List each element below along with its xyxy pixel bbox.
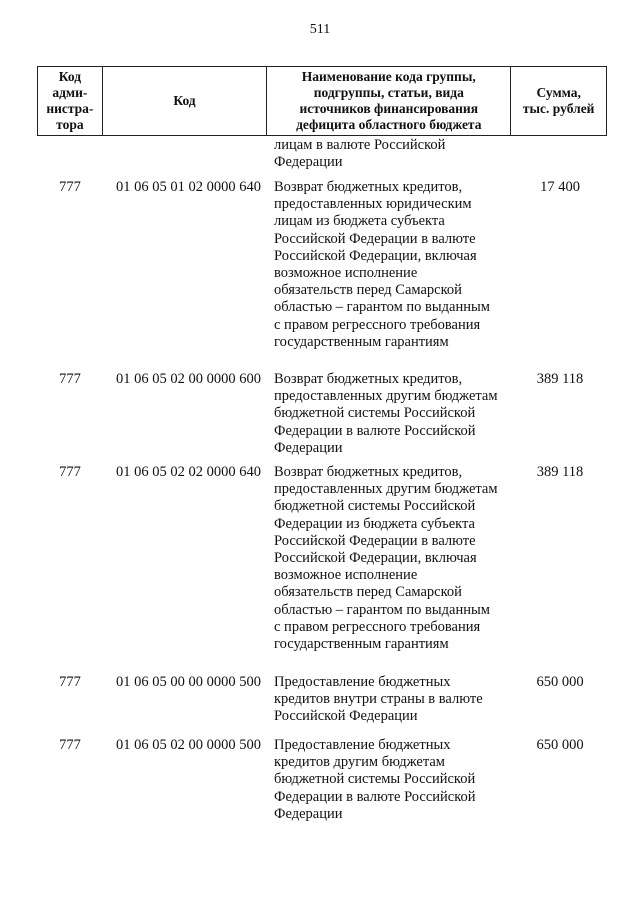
name-line: предоставленных юридическим xyxy=(274,196,472,213)
header-code: Код xyxy=(102,67,266,135)
name-line: возможное исполнение xyxy=(274,567,418,584)
header-admin-code: Код адми- нистра- тора xyxy=(46,69,94,132)
name-line: Федерации в валюте Российской xyxy=(274,422,476,439)
sum-cell: 650 000 xyxy=(536,737,584,753)
name-line: областью – гарантом по выданным xyxy=(274,601,490,618)
budget-code-cell: 01 06 05 01 02 0000 640 xyxy=(116,179,261,195)
admin-code-cell: 777 xyxy=(59,737,81,753)
name-line: Российской Федерации в валюте xyxy=(274,230,476,247)
table-header xyxy=(37,66,607,136)
admin-code-cell: 777 xyxy=(59,674,81,690)
name-line: Федерации из бюджета субъекта xyxy=(274,515,475,532)
name-line: Возврат бюджетных кредитов, xyxy=(274,464,463,480)
name-line: Предоставление бюджетных xyxy=(274,674,451,690)
name-line: Возврат бюджетных кредитов, xyxy=(274,179,463,195)
budget-code-cell: 01 06 05 00 00 0000 500 xyxy=(116,674,261,690)
budget-code-cell: 01 06 05 02 00 0000 600 xyxy=(116,371,261,387)
name-cell xyxy=(274,464,514,653)
sum-cell: 389 118 xyxy=(536,464,584,480)
name-line: кредитов другим бюджетам xyxy=(274,754,445,771)
name-line: государственным гарантиям xyxy=(274,333,449,350)
name-line: бюджетной системы Российской xyxy=(274,498,476,515)
budget-code-cell: 01 06 05 02 02 0000 640 xyxy=(116,464,261,480)
name-line: лицам из бюджета субъекта xyxy=(274,213,445,230)
name-line: с правом регрессного требования xyxy=(274,618,481,635)
name-line: предоставленных другим бюджетам xyxy=(274,388,498,405)
name-line: предоставленных другим бюджетам xyxy=(274,481,498,498)
admin-code-cell: 777 xyxy=(59,179,81,195)
admin-code-cell: 777 xyxy=(59,464,81,480)
name-line: областью – гарантом по выданным xyxy=(274,299,490,316)
continued-text xyxy=(274,137,514,171)
name-cell xyxy=(274,674,514,726)
page-number: 511 xyxy=(309,22,331,37)
name-line: возможное исполнение xyxy=(274,265,418,282)
sum-cell: 17 400 xyxy=(540,179,580,195)
name-line: обязательств перед Самарской xyxy=(274,282,462,299)
header-name: Наименование кода группы, подгруппы, статьи, вида источников финансирования дефицита областного бюджета xyxy=(266,67,510,135)
name-line: Российской Федерации xyxy=(274,708,418,725)
continued-line: лицам в валюте Российской xyxy=(274,137,446,153)
name-line: бюджетной системы Российской xyxy=(274,771,476,788)
sum-cell: 389 118 xyxy=(536,371,584,387)
name-line: Российской Федерации, включая xyxy=(274,550,477,567)
name-cell xyxy=(274,371,514,457)
name-line: государственным гарантиям xyxy=(274,636,449,653)
name-line: Федерации xyxy=(274,439,343,456)
header-sum: Сумма, тыс. рублей xyxy=(510,67,606,135)
budget-code-cell: 01 06 05 02 00 0000 500 xyxy=(116,737,261,753)
name-line: бюджетной системы Российской xyxy=(274,405,476,422)
name-line: Российской Федерации в валюте xyxy=(274,532,476,549)
admin-code-cell: 777 xyxy=(59,371,81,387)
name-line: Российской Федерации, включая xyxy=(274,247,477,264)
name-line: кредитов внутри страны в валюте xyxy=(274,691,483,708)
name-line: Федерации в валюте Российской xyxy=(274,788,476,805)
name-cell xyxy=(274,737,514,823)
name-line: Федерации xyxy=(274,805,343,822)
continued-line: Федерации xyxy=(274,154,343,171)
name-line: с правом регрессного требования xyxy=(274,316,481,333)
name-line: Возврат бюджетных кредитов, xyxy=(274,371,463,387)
sum-cell: 650 000 xyxy=(536,674,584,690)
name-line: Предоставление бюджетных xyxy=(274,737,451,753)
name-line: обязательств перед Самарской xyxy=(274,584,462,601)
name-cell xyxy=(274,179,514,351)
